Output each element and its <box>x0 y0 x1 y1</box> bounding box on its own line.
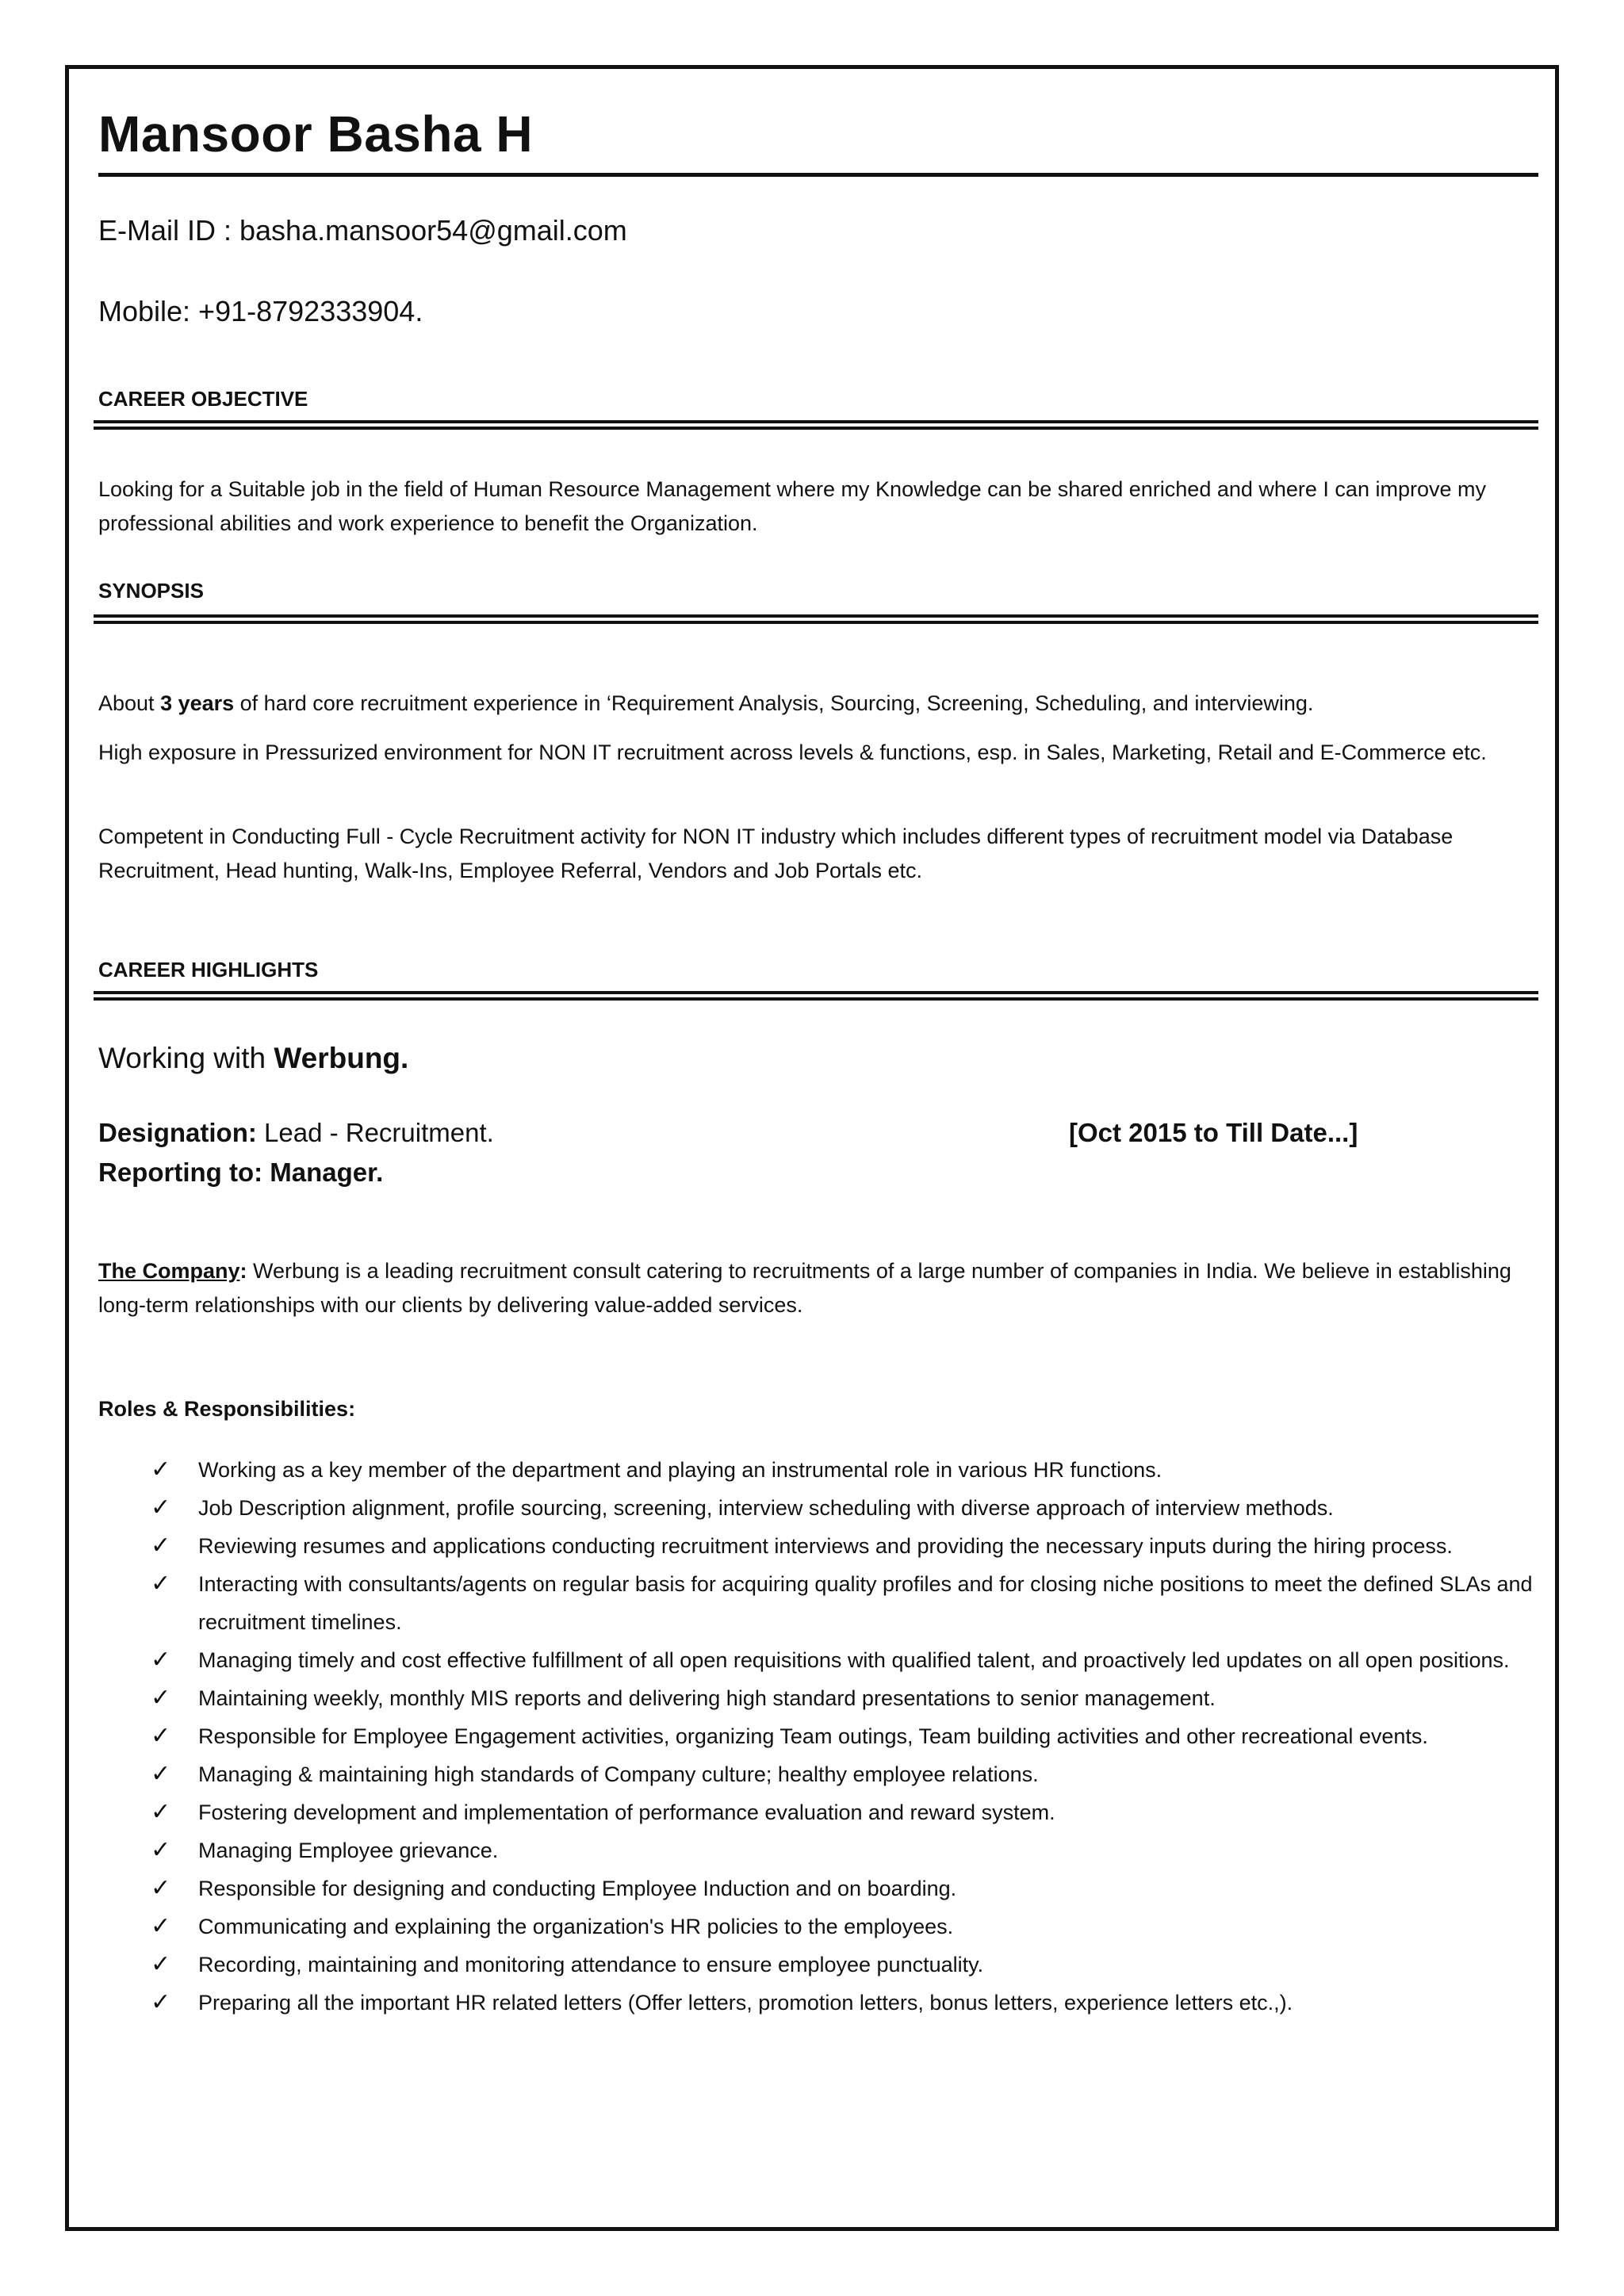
check-icon: ✓ <box>151 1532 171 1559</box>
list-item: ✓ Managing timely and cost effective fulfillment of all open requisitions with qualified talent, and proactively led updates on all open positions. <box>151 1641 1546 1679</box>
synopsis-paragraph-1: About 3 years of hard core recruitment experience in ‘Requirement Analysis, Sourcing, Screening, Scheduling, and interviewing. <box>98 691 1314 715</box>
list-item: ✓ Responsible for Employee Engagement activities, organizing Team outings, Team building activities and other recreational events. <box>151 1717 1546 1755</box>
list-item: ✓ Managing & maintaining high standards of Company culture; healthy employee relations. <box>151 1755 1546 1793</box>
list-item: ✓ Managing Employee grievance. <box>151 1831 1546 1869</box>
check-icon: ✓ <box>151 1912 171 1940</box>
check-icon: ✓ <box>151 1874 171 1902</box>
synopsis-paragraph-2: High exposure in Pressurized environment for NON IT recruitment across levels & functions, esp. in Sales, Marketing, Retail and E-Commerce etc. <box>98 740 1487 764</box>
company-description: The Company: Werbung is a leading recruitment consult catering to recruitments of a large number of companies in India. We believe in establishing long-term relationships with our clients by delivering value-added services. <box>98 1259 1511 1317</box>
synopsis-heading: SYNOPSIS <box>98 579 204 603</box>
check-icon: ✓ <box>151 1494 171 1521</box>
check-icon: ✓ <box>151 1798 171 1826</box>
name-underline <box>98 173 1538 177</box>
list-item: ✓ Interacting with consultants/agents on regular basis for acquiring quality profiles and for closing niche positions to meet the defined SLAs and recruitment timelines. <box>151 1565 1546 1641</box>
mobile-line: Mobile: +91-8792333904. <box>98 295 423 327</box>
list-item: ✓ Recording, maintaining and monitoring attendance to ensure employee punctuality. <box>151 1946 1546 1984</box>
check-icon: ✓ <box>151 1722 171 1750</box>
years-of-experience: 3 years <box>160 691 235 715</box>
roles-list <box>151 1451 1546 2022</box>
check-icon: ✓ <box>151 1684 171 1712</box>
employment-dates: [Oct 2015 to Till Date...] <box>1069 1118 1358 1147</box>
current-employer: Working with Werbung. <box>98 1042 409 1074</box>
career-objective-heading: CAREER OBJECTIVE <box>98 387 308 411</box>
check-icon: ✓ <box>151 1836 171 1864</box>
list-item: ✓ Fostering development and implementation of performance evaluation and reward system. <box>151 1793 1546 1831</box>
check-icon: ✓ <box>151 1760 171 1788</box>
check-icon: ✓ <box>151 1988 171 2016</box>
list-item: ✓ Job Description alignment, profile sourcing, screening, interview scheduling with diverse approach of interview methods. <box>151 1489 1546 1527</box>
list-item: ✓ Reviewing resumes and applications conducting recruitment interviews and providing the necessary inputs during the hiring process. <box>151 1527 1546 1565</box>
career-objective-text: Looking for a Suitable job in the field of Human Resource Management where my Knowledge can be shared enriched and where I can improve my professional abilities and work experience to benefit the Organization. <box>98 477 1486 535</box>
section-divider <box>94 991 1538 1001</box>
email-line: E-Mail ID : basha.mansoor54@gmail.com <box>98 214 627 247</box>
list-item: ✓ Working as a key member of the department and playing an instrumental role in various HR functions. <box>151 1451 1546 1489</box>
candidate-name: Mansoor Basha H <box>98 105 534 163</box>
list-item: ✓ Communicating and explaining the organization's HR policies to the employees. <box>151 1908 1546 1946</box>
check-icon: ✓ <box>151 1570 171 1598</box>
list-item: ✓ Responsible for designing and conducting Employee Induction and on boarding. <box>151 1869 1546 1908</box>
check-icon: ✓ <box>151 1646 171 1674</box>
list-item: ✓ Preparing all the important HR related letters (Offer letters, promotion letters, bonus letters, experience letters etc.,). <box>151 1984 1546 2022</box>
section-divider <box>94 420 1538 430</box>
list-item: ✓ Maintaining weekly, monthly MIS reports and delivering high standard presentations to senior management. <box>151 1679 1546 1717</box>
career-highlights-heading: CAREER HIGHLIGHTS <box>98 958 319 982</box>
reporting-to: Reporting to: Manager. <box>98 1158 384 1187</box>
check-icon: ✓ <box>151 1950 171 1978</box>
roles-heading: Roles & Responsibilities: <box>98 1397 356 1421</box>
synopsis-paragraph-3: Competent in Conducting Full - Cycle Recruitment activity for NON IT industry which includes different types of recruitment model via Database Recruitment, Head hunting, Walk-Ins, Employee Referral, Vendors and Job Portals etc. <box>98 825 1454 882</box>
designation: Designation: Lead - Recruitment. <box>98 1118 494 1147</box>
section-divider <box>94 614 1538 624</box>
check-icon: ✓ <box>151 1456 171 1483</box>
